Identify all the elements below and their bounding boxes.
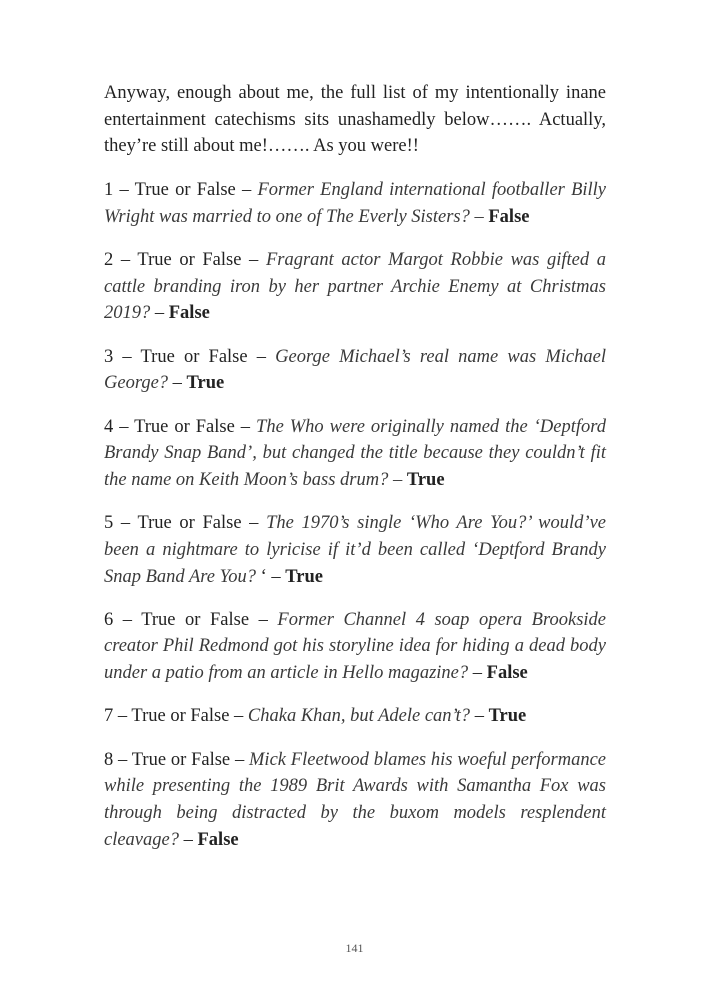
question-6-text: Former Channel 4 soap opera Brookside creator Phil Redmond got his storyline idea for hiding a dead body under a patio from an article in Hello magazine?	[104, 609, 607, 684]
page-content	[104, 80, 606, 870]
question-6-answer: False	[486, 663, 528, 684]
question-2-text: Fragrant actor Margot Robbie was gifted a cattle branding iron by her partner Archie Enemy at Christmas 2019?	[104, 250, 607, 324]
question-2-answer-prefix: –	[154, 303, 165, 324]
question-5-answer-prefix: ‘ –	[260, 566, 281, 587]
question-7	[104, 703, 606, 730]
question-7-answer: True	[488, 706, 527, 727]
question-5-label: 5 – True or False –	[104, 513, 259, 534]
question-6-answer-prefix: –	[472, 663, 483, 684]
question-8-label: 8 – True or False –	[104, 749, 245, 770]
question-2-answer: False	[168, 303, 210, 324]
question-2-label: 2 – True or False –	[104, 250, 259, 271]
question-3-answer-prefix: –	[172, 373, 182, 394]
question-1-text: Former England international footballer Billy Wright was married to one of The Everly Sisters? –	[104, 180, 607, 227]
page-number: 141	[345, 941, 364, 955]
question-2	[104, 247, 606, 327]
intro-paragraph: Anyway, enough about me, the full list of my intentionally inane entertainment catechisms sits unashamedly below……. Actually, they’re still about me!……. As you were!!	[104, 83, 606, 157]
question-8-answer-prefix: –	[183, 829, 193, 850]
question-3-text: George Michael’s real name was Michael George?	[104, 346, 606, 394]
question-5	[104, 510, 606, 590]
question-3	[104, 344, 606, 397]
question-5-text: The 1970’s single ‘Who Are You?’ would’ve been a nightmare to lyricise if it’d been called ‘Deptford Brandy Snap Band Are You?	[104, 513, 606, 587]
question-4-text: The Who were originally named the ‘Deptford Brandy Snap Band’, but changed the title because they couldn’t fit the name on Keith Moon’s bass drum? –	[104, 416, 607, 490]
question-8-text: Mick Fleetwood blames his woeful performance while presenting the 1989 Brit Awards with Samantha Fox was through being distracted by the buxom models resplendent cleavage?	[104, 749, 606, 850]
question-8	[104, 747, 606, 854]
question-5-answer: True	[285, 566, 323, 587]
question-7-text: Chaka Khan, but Adele can’t?	[247, 706, 471, 727]
question-1-label: 1 – True or False –	[104, 180, 252, 201]
question-4	[104, 414, 606, 494]
question-1-answer: False	[488, 206, 530, 227]
question-4-answer: True	[406, 469, 445, 490]
question-7-answer-prefix: –	[474, 706, 484, 727]
question-6	[104, 607, 606, 687]
question-3-answer: True	[186, 373, 225, 394]
question-8-answer: False	[197, 829, 239, 850]
question-1	[104, 177, 606, 230]
question-7-label: 7 – True or False –	[104, 706, 244, 727]
question-4-label: 4 – True or False –	[104, 416, 251, 437]
question-6-label: 6 – True or False –	[104, 609, 268, 630]
question-3-label: 3 – True or False –	[104, 346, 266, 367]
